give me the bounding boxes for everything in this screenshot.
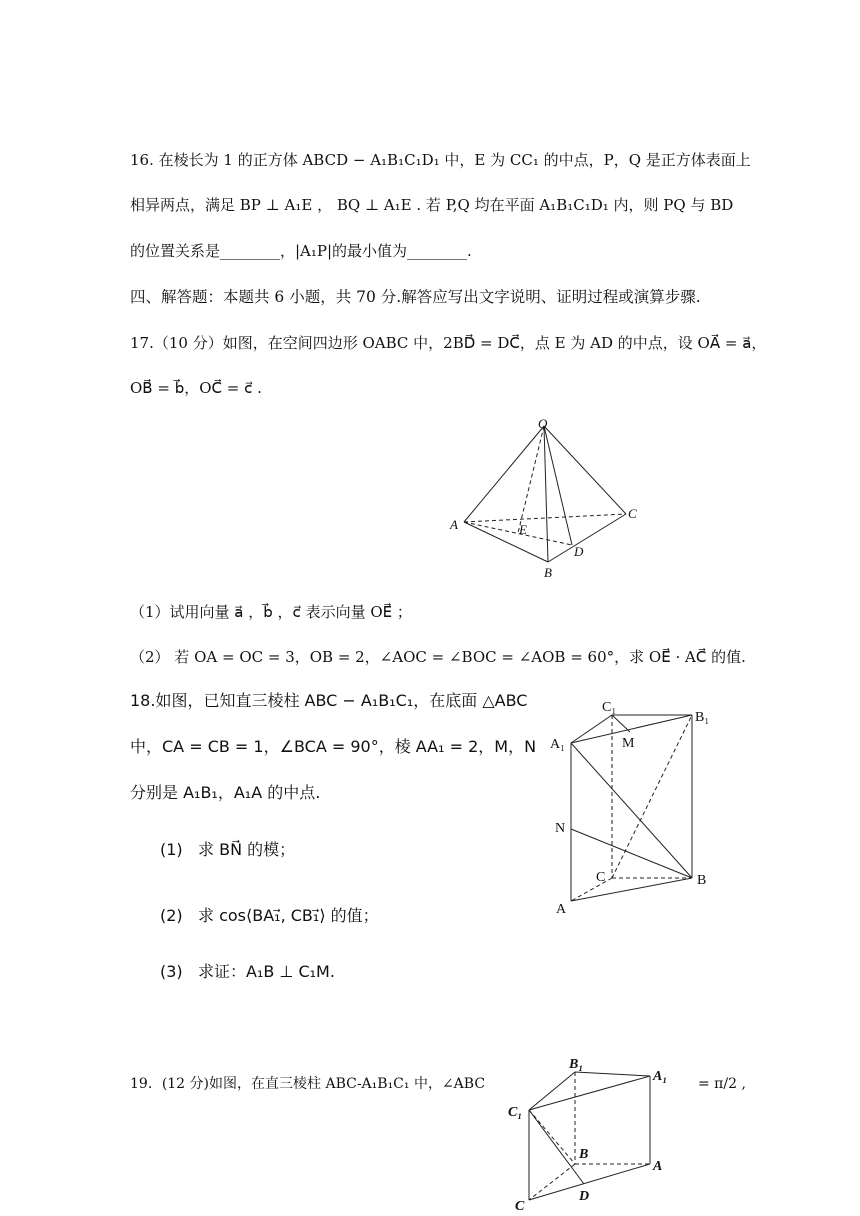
problem-19-line-1: 19．(12 分)如图，在直三棱柱 ABC-A₁B₁C₁ 中，∠ABC [130, 1076, 486, 1092]
segment-a1b [571, 743, 692, 878]
edge-ab [571, 878, 692, 901]
problem-18-line-1: 18.如图，已知直三棱柱 ABC − A₁B₁C₁，在底面 △ABC [130, 691, 528, 710]
segment-nb [571, 829, 692, 878]
problem-17-q2: （2） 若 OA = OC = 3，OB = 2，∠AOC = ∠BOC = ∠AOB = 60°，求 OE⃗ · AC⃗ 的值. [130, 648, 746, 666]
label-b1: B₁ [569, 1057, 584, 1072]
section-4-heading: 四、解答题：本题共 6 小题，共 70 分.解答应写出文字说明、证明过程或演算步骤. [130, 288, 701, 306]
segment-ad-dashed [464, 522, 572, 545]
edge-c1a1 [571, 715, 612, 743]
label-b: B [544, 565, 552, 580]
label-a1: A₁ [653, 1069, 668, 1084]
problem-16-line-3: 的位置关系是________，|A₁P|的最小值为________. [130, 242, 472, 260]
problem-18-q1-number: (1) [160, 840, 183, 859]
edge-c1a1 [529, 1076, 650, 1110]
label-b1: B₁ [695, 710, 710, 725]
edge-b1a1 [575, 1072, 650, 1076]
problem-18-q1: 求 BN⃗ 的模； [198, 840, 296, 859]
problem-17-line-1: 17.（10 分）如图，在空间四边形 OABC 中，2BD⃗ = DC⃗，点 E 为 AD 的中点，设 OA⃗ = a⃗， [130, 334, 767, 352]
problem-17-q1: （1）试用向量 a⃗ ，b⃗ ，c⃗ 表示向量 OE⃗ ； [130, 603, 412, 621]
label-d: D [579, 1189, 590, 1204]
problem-16-line-2: 相异两点，满足 BP ⊥ A₁E ， BQ ⊥ A₁E . 若 P,Q 均在平面 A₁B₁C₁D₁ 内，则 PQ 与 BD [130, 196, 734, 214]
problem-18-q2: 求 cos⟨BA₁⃗, CB₁⃗⟩ 的值； [198, 906, 379, 925]
label-b: B [579, 1147, 589, 1162]
label-m: M [622, 736, 635, 751]
prism-figure-19 [505, 1050, 685, 1216]
label-c: C [628, 506, 637, 521]
segment-c1d [529, 1110, 584, 1184]
label-c: C [596, 870, 606, 885]
edge-ob [544, 426, 548, 562]
problem-18-line-3: 分别是 A₁B₁，A₁A 的中点. [130, 783, 321, 802]
label-c: C [515, 1199, 525, 1214]
label-d: D [574, 544, 584, 559]
edge-oc [544, 426, 626, 514]
problem-18-line-2: 中，CA = CB = 1，∠BCA = 90°，棱 AA₁ = 2，M，N [130, 737, 537, 756]
segment-c1b-dashed [529, 1110, 575, 1164]
problem-16-line-1: 16. 在棱长为 1 的正方体 ABCD − A₁B₁C₁D₁ 中，E 为 CC₁ 的中点，P，Q 是正方体表面上 [130, 151, 751, 169]
problem-18-q3: 求证：A₁B ⊥ C₁M. [198, 962, 335, 981]
edge-bc-dashed [529, 1164, 575, 1200]
edge-ab [464, 522, 548, 562]
label-c1: C₁ [508, 1105, 523, 1120]
problem-18-q2-number: (2) [160, 906, 183, 925]
label-a: A [556, 902, 567, 917]
label-a: A [653, 1159, 663, 1174]
label-o: O [538, 416, 548, 431]
label-e: E [519, 522, 527, 537]
problem-19-tail: = π/2 , [698, 1076, 746, 1092]
prism-figure-18 [550, 695, 730, 925]
label-c1: C₁ [602, 700, 617, 715]
edge-od [544, 426, 572, 545]
edge-ca [529, 1164, 650, 1200]
segment-c1m [612, 715, 630, 732]
tetrahedron-figure [440, 412, 650, 582]
label-b: B [697, 873, 707, 888]
label-n: N [555, 821, 566, 836]
edge-ac-dashed [464, 514, 626, 522]
label-a: A [450, 517, 458, 532]
label-a1: A₁ [550, 737, 565, 752]
edge-b1c1 [529, 1072, 575, 1110]
problem-18-q3-number: (3) [160, 962, 183, 981]
edge-bc [548, 514, 626, 562]
problem-17-line-2: OB⃗ = b⃗，OC⃗ = c⃗ . [130, 379, 262, 397]
